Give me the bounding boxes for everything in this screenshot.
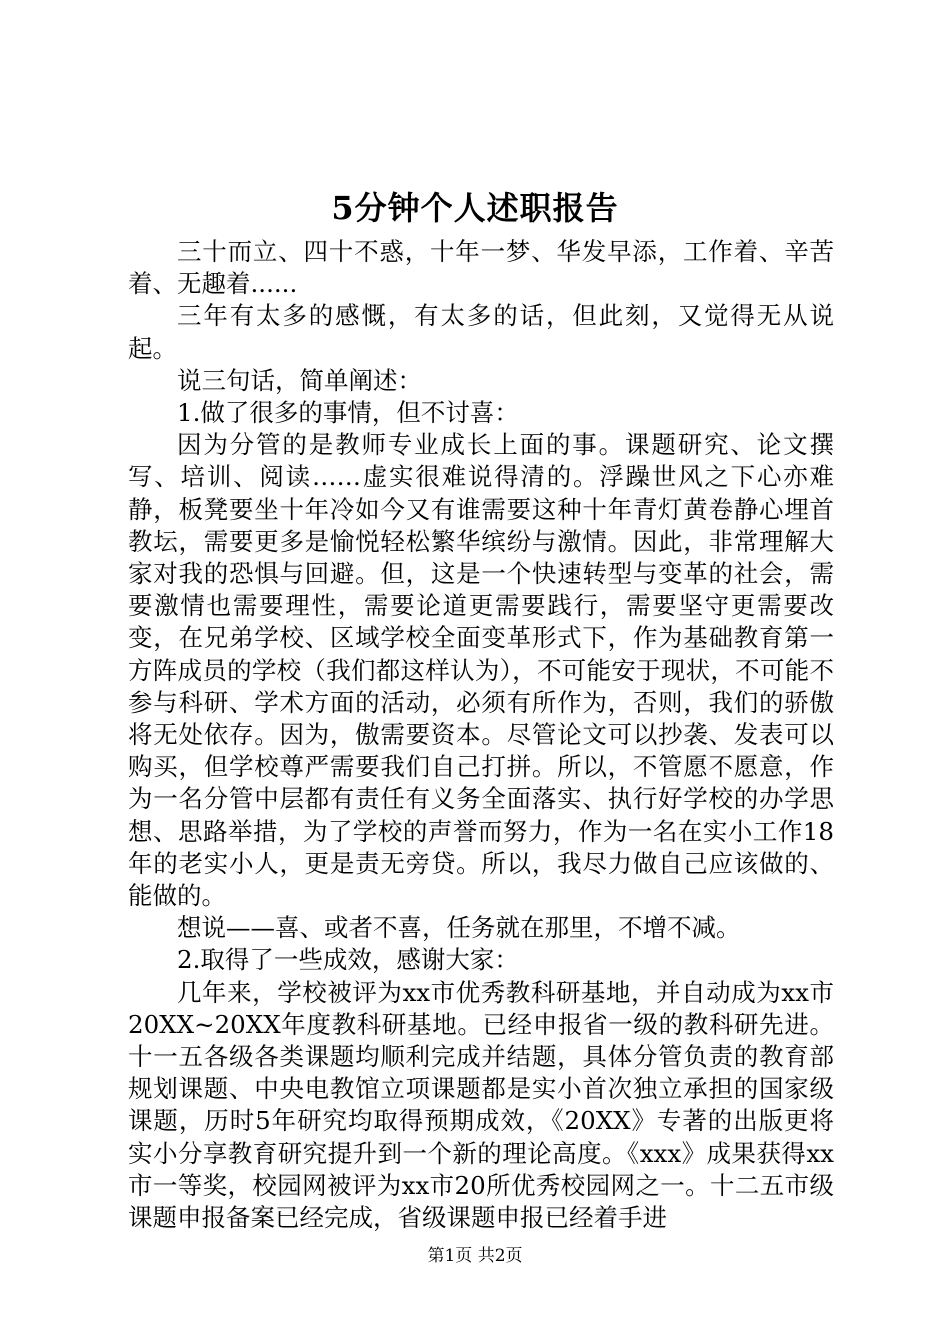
page-footer: 第1页 共2页 (427, 1246, 523, 1266)
paragraph: 因为分管的是教师专业成长上面的事。课题研究、论文撰写、培训、阅读……虚实很难说得清的。浮躁世风之下心亦难静，板凳要坐十年冷如今又有谁需要这种十年青灯黄卷静心埋首教坛，需要更多是愉悦轻松繁华缤纷与激情。因此，非常理解大家对我的恐惧与回避。但，这是一个快速转型与变革的社会，需要激情也需要理性，需要论道更需要践行，需要坚守更需要改变，在兄弟学校、区域学校全面变革形式下，作为基础教育第一方阵成员的学校（我们都这样认为），不可能安于现状，不可能不参与科研、学术方面的活动，必须有所作为，否则，我们的骄傲将无处依存。因为，傲需要资本。尽管论文可以抄袭、发表可以购买，但学校尊严需要我们自己打拼。所以，不管愿不愿意，作为一名分管中层都有责任有义务全面落实、执行好学校的办学思想、思路举措，为了学校的声誉而努力，作为一名在实小工作18年的老实小人，更是责无旁贷。所以，我尽力做自己应该做的、能做的。 (128, 430, 834, 911)
paragraph: 三十而立、四十不惑，十年一梦、华发早添，工作着、辛苦着、无趣着...... (128, 237, 834, 299)
paragraph: 说三句话，简单阐述： (177, 365, 422, 395)
section-heading: 1.做了很多的事情，但不讨喜： (177, 398, 519, 428)
document-body (128, 236, 834, 1234)
document-title: 5分钟个人述职报告 (331, 189, 619, 227)
paragraph: 几年来，学校被评为xx市优秀教科研基地，并自动成为xx市20XX~20XX年度教科研基地。已经申报省一级的教科研先进。十一五各级各类课题均顺利完成并结题，具体分管负责的教育部规划课题、中央电教馆立项课题都是实小首次独立承担的国家级课题，历时5年研究均取得预期成效，《20XX》专著的出版更将实小分享教育研究提升到一个新的理论高度。《xxx》成果获得xx市一等奖，校园网被评为xx市20所优秀校园网之一。十二五市级课题申报备案已经完成，省级课题申报已经着手进 (128, 977, 834, 1233)
paragraph: 三年有太多的感慨，有太多的话，但此刻，又觉得无从说起。 (128, 301, 834, 363)
section-heading: 2.取得了一些成效，感谢大家： (177, 945, 519, 975)
paragraph: 想说——喜、或者不喜，任务就在那里，不增不减。 (177, 913, 741, 943)
